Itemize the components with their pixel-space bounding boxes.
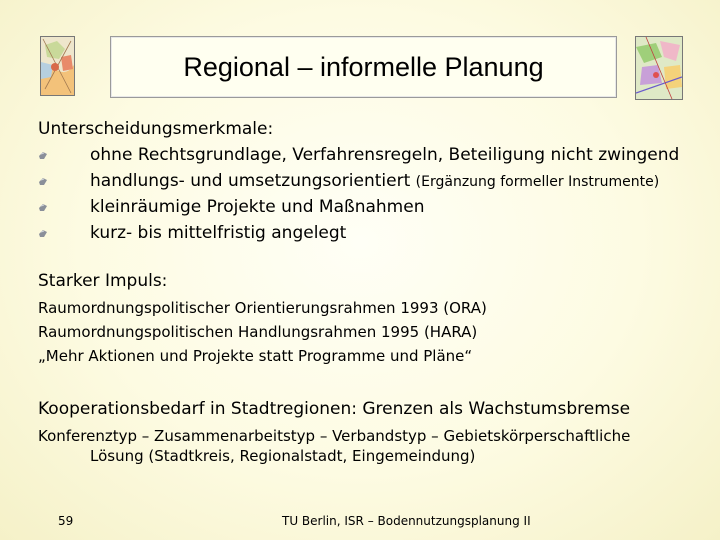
footer-text: TU Berlin, ISR – Bodennutzungsplanung II bbox=[282, 514, 531, 528]
section3-heading: Kooperationsbedarf in Stadtregionen: Grenzen als Wachstumsbremse bbox=[38, 399, 631, 419]
section2-heading: Starker Impuls: bbox=[38, 271, 168, 291]
section2-line: „Mehr Aktionen und Projekte statt Programme und Pläne“ bbox=[38, 347, 473, 365]
bullet-text: kurz- bis mittelfristig angelegt bbox=[90, 223, 347, 243]
bullet-icon bbox=[38, 150, 48, 160]
bullet-icon bbox=[38, 228, 48, 238]
section3-line: Konferenztyp – Zusammenarbeitstyp – Verbandstyp – Gebietskörperschaftliche bbox=[38, 427, 631, 445]
page-number: 59 bbox=[58, 514, 74, 528]
map-thumbnail-right bbox=[635, 36, 683, 100]
bullet-icon bbox=[38, 176, 48, 186]
section1-heading: Unterscheidungsmerkmale: bbox=[38, 119, 274, 139]
bullet-icon bbox=[38, 202, 48, 212]
slide-title: Regional – informelle Planung bbox=[183, 51, 544, 82]
bullet-text: kleinräumige Projekte und Maßnahmen bbox=[90, 197, 425, 217]
bullet-text: ohne Rechtsgrundlage, Verfahrensregeln, Beteiligung nicht zwingend bbox=[90, 145, 680, 165]
bullet-note: (Ergänzung formeller Instrumente) bbox=[415, 174, 660, 190]
map-thumbnail-left bbox=[40, 36, 75, 96]
bullet-text: handlungs- und umsetzungsorientiert bbox=[90, 171, 416, 191]
section2-line: Raumordnungspolitischen Handlungsrahmen 1995 (HARA) bbox=[38, 323, 478, 341]
section2-line: Raumordnungspolitischer Orientierungsrahmen 1993 (ORA) bbox=[38, 299, 487, 317]
section3-line: Lösung (Stadtkreis, Regionalstadt, Eingemeindung) bbox=[90, 447, 476, 465]
title-box bbox=[110, 36, 617, 98]
